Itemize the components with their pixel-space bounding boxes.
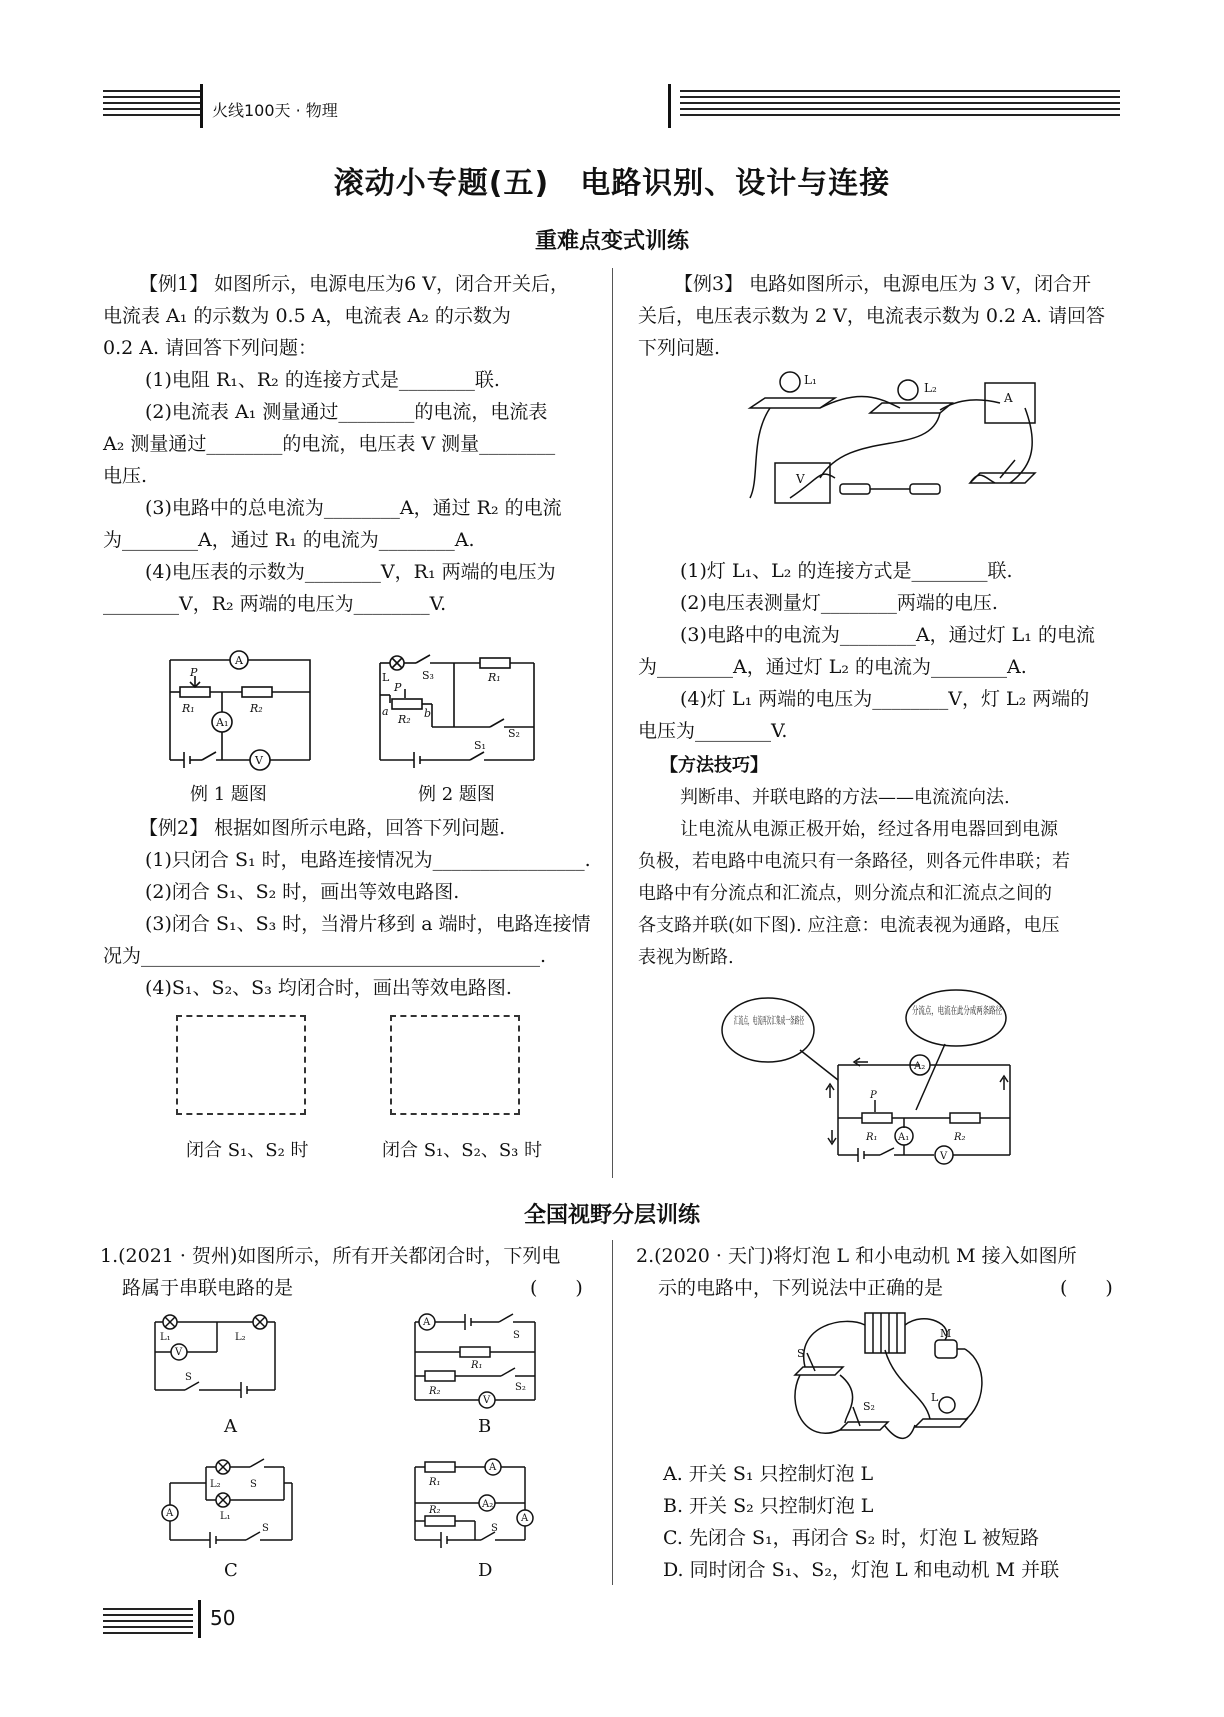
answer-box-s1-s2-s3[interactable] [390, 1015, 520, 1115]
ex1-line: A₂ 测量通过________的电流，电压表 V 测量________ [103, 433, 556, 455]
option-label-a: A [224, 1416, 237, 1437]
label-S: S [513, 1330, 520, 1341]
method-line: 负极，若电路中电流只有一条路径，则各元件串联；若 [638, 851, 1070, 872]
label-A: A [489, 1462, 497, 1473]
label-A: A [1004, 391, 1013, 405]
ex2-figure-caption: 例 2 题图 [418, 784, 495, 805]
section-heading-1: 重难点变式训练 [534, 229, 689, 254]
page-title: 滚动小专题(五) 电路识别、设计与连接 [333, 166, 891, 201]
label-a: a [382, 705, 389, 718]
q1-option-a-circuit [145, 1310, 285, 1410]
label-R2: R₂ [429, 1386, 441, 1397]
option-label-d: D [478, 1560, 493, 1581]
page-number: 50 [210, 1606, 236, 1630]
example-3 [638, 268, 1124, 364]
header-bar-left [200, 84, 203, 128]
q2-option[interactable]: D. 同时闭合 S₁、S₂，灯泡 L 和电动机 M 并联 [663, 1559, 1060, 1581]
ex3-line: 【例3】 电路如图所示，电源电压为 3 V，闭合开 [674, 273, 1092, 295]
label-L: L [382, 671, 390, 684]
label-b: b [424, 707, 432, 720]
ex1-line: 0.2 A. 请回答下列问题： [103, 337, 318, 359]
q2-line: 2.(2020 · 天门)将灯泡 L 和小电动机 M 接入如图所 [636, 1245, 1077, 1267]
q1-option-b-circuit [405, 1310, 545, 1415]
ex2-line: 【例2】 根据如图所示电路，回答下列问题. [139, 817, 506, 839]
label-A1: A₁ [898, 1132, 910, 1143]
label-S: S [185, 1372, 192, 1383]
question-1 [100, 1240, 600, 1304]
label-S1: S₁ [474, 739, 486, 752]
ex2-line: (2)闭合 S₁、S₂ 时，画出等效电路图. [145, 881, 460, 903]
label-S: S [262, 1523, 269, 1534]
label-L2: L₂ [924, 381, 937, 395]
ex3-question: (3)电路中的电流为________A，通过灯 L₁ 的电流 [680, 624, 1095, 646]
label-R2: R₂ [429, 1505, 441, 1516]
footer-bar [198, 1600, 201, 1638]
label-P: P [190, 666, 198, 679]
ex1-circuit-figure [150, 640, 330, 770]
label-R1: R₁ [866, 1132, 878, 1143]
q2-option[interactable]: C. 先闭合 S₁，再闭合 S₂ 时，灯泡 L 被短路 [663, 1527, 1040, 1549]
answer-box-caption: 闭合 S₁、S₂、S₃ 时 [382, 1140, 543, 1161]
ex1-line: (2)电流表 A₁ 测量通过________的电流，电流表 [145, 401, 548, 423]
label-R1: R₁ [471, 1360, 483, 1371]
ex3-question: (1)灯 L₁、L₂ 的连接方式是________联. [680, 560, 1013, 582]
label-A2: A₂ [914, 1061, 926, 1072]
ex3-question: (4)灯 L₁ 两端的电压为________V，灯 L₂ 两端的 [680, 688, 1090, 710]
label-L2: L₂ [210, 1479, 221, 1490]
ex1-line: 【例1】 如图所示，电源电压为6 V，闭合开关后， [139, 273, 569, 295]
label-R1: R₁ [488, 671, 501, 684]
section-heading-2: 全国视野分层训练 [523, 1203, 700, 1228]
label-R1: R₁ [182, 702, 195, 715]
current-flow-diagram [720, 990, 1052, 1165]
label-M: M [940, 1327, 952, 1340]
header-title: 火线100天 · 物理 [212, 101, 338, 120]
ex2-line: (3)闭合 S₁、S₃ 时，当滑片移到 a 端时，电路连接情 [145, 913, 591, 935]
q2-option[interactable]: B. 开关 S₂ 只控制灯泡 L [663, 1495, 874, 1517]
question-2 [636, 1240, 1124, 1304]
ex1-line: ________V，R₂ 两端的电压为________V. [103, 593, 447, 615]
ex3-question: 为________A，通过灯 L₂ 的电流为________A. [638, 656, 1027, 678]
method-line: 判断串、并联电路的方法——电流流向法. [680, 787, 1010, 808]
q1-line: 1.(2021 · 贺州)如图所示，所有开关都闭合时，下列电 [100, 1245, 561, 1267]
label-S2: S₂ [863, 1400, 875, 1413]
bubble-merge-point: 汇流点，电流再次汇集成一条路径 [734, 1016, 884, 1027]
footer-rule [103, 1608, 193, 1642]
q1-answer-paren[interactable]: ( ) [530, 1277, 583, 1299]
method-line: 各支路并联(如下图). 应注意：电流表视为通路，电压 [638, 915, 1060, 936]
label-L1: L₁ [220, 1511, 231, 1522]
example-2 [103, 812, 597, 1004]
label-V: V [940, 1151, 948, 1162]
ex3-line: 下列问题. [638, 337, 721, 359]
header-rule-right [680, 90, 1120, 124]
option-label-c: C [224, 1560, 238, 1581]
q1-line: 路属于串联电路的是 [122, 1277, 294, 1299]
q2-options [663, 1458, 1123, 1586]
example-3-questions [638, 555, 1124, 747]
ex3-line: 关后，电压表示数为 2 V，电流表示数为 0.2 A. 请回答 [638, 305, 1105, 327]
q2-line: 示的电路中，下列说法中正确的是 [658, 1277, 944, 1299]
label-S: S [250, 1479, 257, 1490]
label-V: V [175, 1347, 183, 1358]
column-divider-top [612, 268, 613, 1178]
label-A: A [423, 1317, 431, 1328]
label-R2: R₂ [398, 713, 411, 726]
q2-option[interactable]: A. 开关 S₁ 只控制灯泡 L [663, 1463, 874, 1485]
ex3-physical-circuit-figure [730, 368, 1040, 538]
example-1 [103, 268, 597, 620]
label-L1: L₁ [160, 1332, 171, 1343]
label-L: L [931, 1391, 939, 1404]
column-divider-bottom [612, 1240, 613, 1585]
label-A: A [235, 654, 243, 667]
answer-box-s1-s2[interactable] [176, 1015, 306, 1115]
q1-option-c-circuit [150, 1455, 300, 1555]
ex2-line: 况为__________________________________________. [103, 945, 547, 967]
ex1-line: (4)电压表的示数为________V，R₁ 两端的电压为 [145, 561, 556, 583]
label-A1: A₁ [216, 716, 229, 729]
label-P: P [394, 681, 402, 694]
header-bar-right [668, 84, 671, 128]
ex1-line: 电流表 A₁ 的示数为 0.5 A，电流表 A₂ 的示数为 [103, 305, 511, 327]
label-L1: L₁ [804, 373, 817, 387]
ex2-circuit-figure [370, 645, 550, 770]
option-label-b: B [478, 1416, 492, 1437]
q2-physical-circuit-figure [785, 1305, 995, 1455]
ex2-line: (4)S₁、S₂、S₃ 均闭合时，画出等效电路图. [145, 977, 512, 999]
ex3-question: 电压为________V. [638, 720, 788, 742]
method-heading: 【方法技巧】 [660, 755, 768, 776]
ex2-line: (1)只闭合 S₁ 时，电路连接情况为________________. [145, 849, 591, 871]
ex1-figure-caption: 例 1 题图 [190, 784, 267, 805]
label-L2: L₂ [235, 1332, 246, 1343]
method-line: 电路中有分流点和汇流点，则分流点和汇流点之间的 [638, 883, 1052, 904]
label-P: P [870, 1090, 877, 1101]
bubble-split-point: 分流点，电流在此分成两条路径 [912, 1006, 1052, 1017]
label-V: V [796, 472, 805, 486]
ex3-question: (2)电压表测量灯________两端的电压. [680, 592, 998, 614]
label-A: A [521, 1513, 529, 1524]
method-line: 让电流从电源正极开始，经过各用电器回到电源 [680, 819, 1058, 840]
label-S: S [797, 1347, 805, 1360]
ex1-line: (1)电阻 R₁、R₂ 的连接方式是________联. [145, 369, 500, 391]
label-S: S [491, 1523, 498, 1534]
method-tips [638, 750, 1124, 974]
ex1-line: 为________A，通过 R₁ 的电流为________A. [103, 529, 475, 551]
header-rule-left [103, 90, 200, 124]
label-R1: R₁ [429, 1477, 441, 1488]
label-V: V [255, 754, 263, 767]
ex1-line: 电压. [103, 465, 148, 487]
method-line: 表视为断路. [638, 947, 734, 968]
label-A2: A₂ [482, 1499, 494, 1510]
label-R2: R₂ [250, 702, 263, 715]
label-S2: S₂ [515, 1382, 526, 1393]
answer-box-caption: 闭合 S₁、S₂ 时 [186, 1140, 309, 1161]
label-V: V [483, 1395, 491, 1406]
label-S3: S₃ [422, 669, 434, 682]
q2-answer-paren[interactable]: ( ) [1060, 1277, 1113, 1299]
label-S2: S₂ [508, 727, 520, 740]
q1-option-d-circuit [405, 1455, 555, 1555]
ex1-line: (3)电路中的总电流为________A，通过 R₂ 的电流 [145, 497, 562, 519]
label-R2: R₂ [954, 1132, 966, 1143]
label-A: A [166, 1508, 174, 1519]
